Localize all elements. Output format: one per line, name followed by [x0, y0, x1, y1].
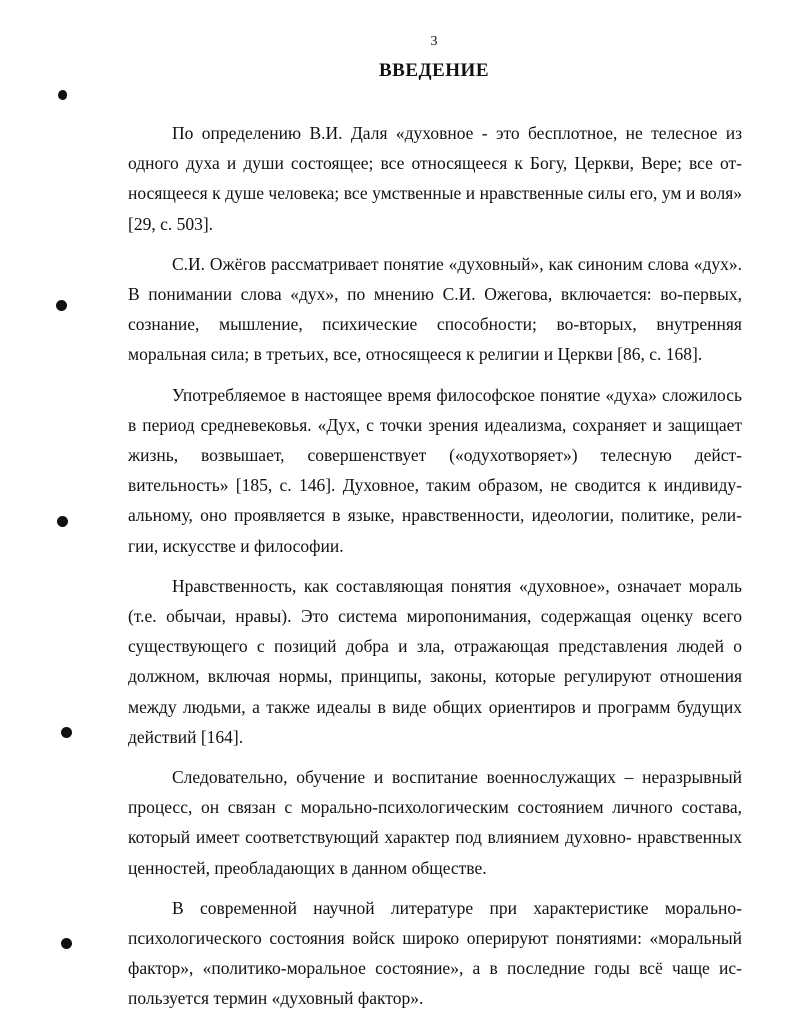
punch-hole-mark [61, 727, 72, 738]
punch-hole-mark [56, 300, 67, 311]
punch-hole-mark [57, 516, 68, 527]
punch-hole-mark [58, 90, 67, 100]
paragraph-education: Следовательно, обучение и воспитание военнослужащих – неразрывный процесс, он связан с морально-психологическим состоянием личного состава, который имеет соответствующий характер под влиянием духовно- нравственных ценностей, преобладающих в данном обществе. [128, 767, 742, 878]
page-title: ВВЕДЕНИЕ [379, 60, 489, 81]
paragraph-morality: Нравственность, как составляющая понятия «духовное», означает мораль (т.е. обычаи, нравы). Это система миропонимания, содержащая оценку всего существующего с позиций добра и зла, отражающая представления людей о должном, включая нормы, принципы, законы, которые регулируют отношения между людьми, а также идеалы в виде общих ориентиров и программ будущих действий [164]. [128, 575, 742, 747]
paragraph-moral-factor: В современной научной литературе при характеристике морально-психологического состояния войск широко оперируют понятиями: «моральный фактор», «политико-моральное состояние», а в последние годы всё чаще используется термин «духовный фактор». [128, 897, 742, 1009]
page-number: 3 [430, 34, 438, 49]
body-text [128, 118, 742, 1014]
paragraph-dal-definition: По определению В.И. Даля «духовное - это бесплотное, не телесное из одного духа и души состоящее; все относящееся к Богу, Церкви, Вере; все относящееся к душе человека; все умственные и нравственные силы его, ум и воля» [29, с. 503]. [128, 123, 742, 234]
punch-hole-mark [61, 938, 72, 949]
paragraph-ozhegov: С.И. Ожёгов рассматривает понятие «духовный», как синоним слова «дух». В понимании слова «дух», по мнению С.И. Ожегова, включается: во-первых, сознание, мышление, психические способности; во-вторых, внутренняя моральная сила; в третьих, все, относящееся к религии и Церкви [86, с. 168]. [128, 253, 742, 365]
paragraph-philosophy: Употребляемое в настоящее время философское понятие «духа» сложилось в период средневековья. «Дух, с точки зрения идеализма, сохраняет и защищает жизнь, возвышает, совершенствует («одухотворяет») телесную действительность» [185, с. 146]. Духовное, таким образом, не сводится к индивидуальному, оно проявляется в языке, нравственности, идеологии, политике, религии, искусстве и философии. [128, 384, 742, 556]
